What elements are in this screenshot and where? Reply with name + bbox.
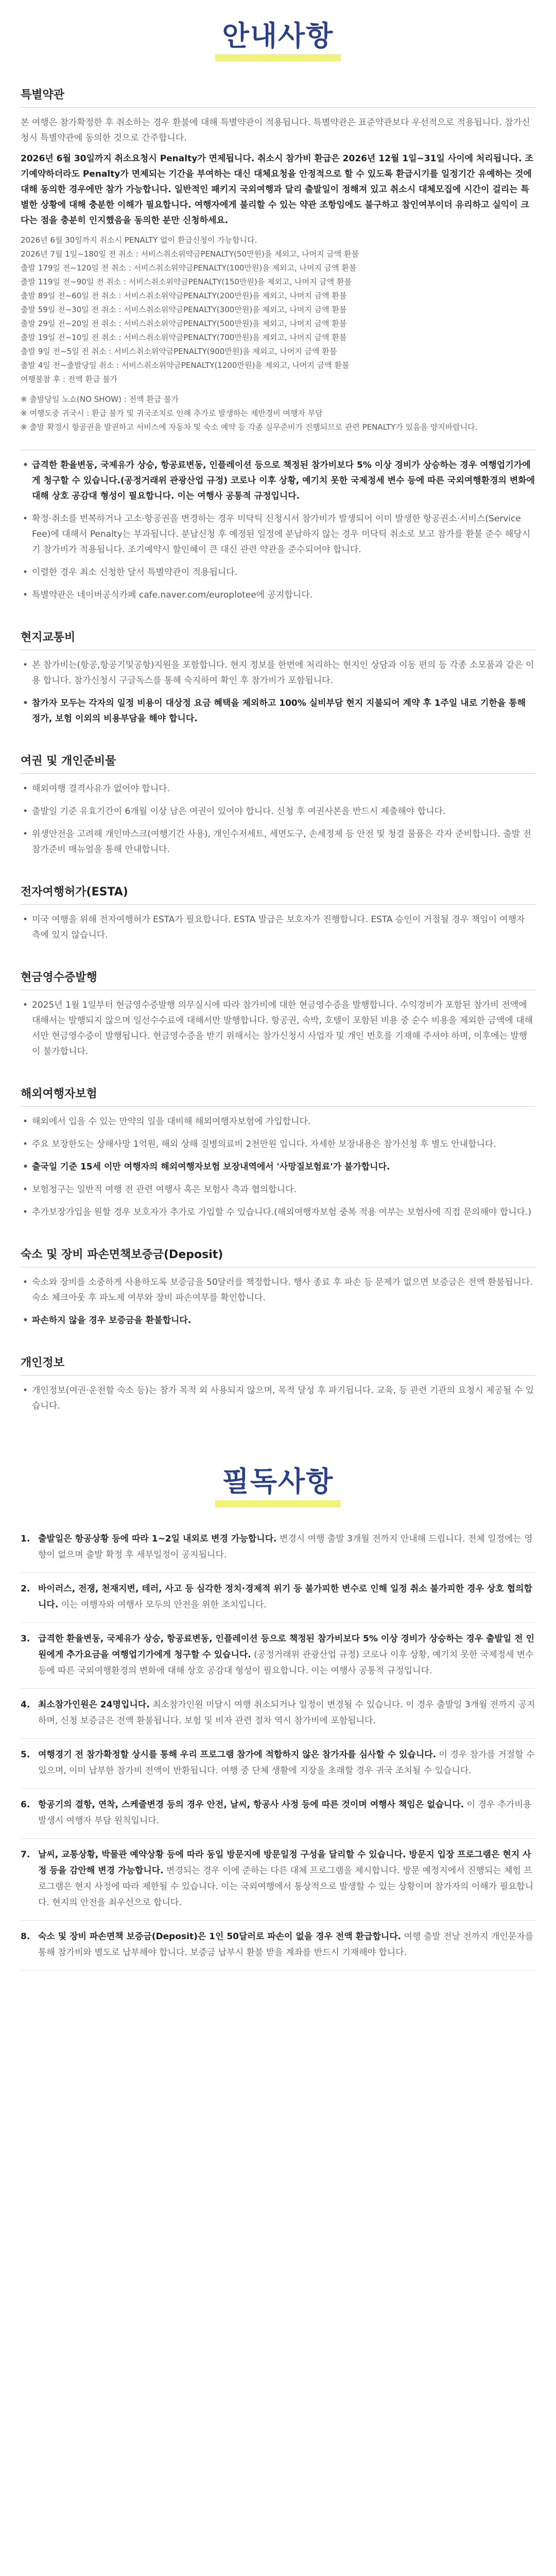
notice-number: 1. <box>21 1533 30 1544</box>
notice-heading: 필독사항 <box>215 1466 341 1507</box>
list-item: • 확정·취소를 번복하거나 고소·항공권을 변경하는 경우 미닥틱 신청시서 참가비가 발생되어 이미 발생한 항공권소·서비스(Service Fee)에 대해서 Penalty는 부과됩니다. 분납신청 후 예정된 일정에 분납하지 않는 경우 미닥틱 취소로 보고 참가를 환불 준수 해당시기 참가비가 적용됩니다. 조기예약시 할인혜이 큰 대신 관련 약관을 준수되어야 합니다. <box>21 511 535 557</box>
notice-lead: 출발일은 항공상황 등에 따라 1~2일 내외로 변경 가능합니다. <box>38 1533 277 1544</box>
notice-lead: 날씨, 교통상황, 박물관 예약상황 등에 따라 동일 방문지에 방문일정 구성을 달리할 수 있습니다. 방문지 입장 프로그램은 현지 사정 등을 감안해 변경 가능합니다. <box>38 1849 531 1876</box>
visa-title: 여권 및 개인준비물 <box>21 755 116 768</box>
notice-item <box>21 1523 535 1573</box>
list-item: • 특별약관은 네이버공식카페 cafe.naver.com/europlotee에 공지합니다. <box>21 587 535 603</box>
penalty-line: 2026년 7월 1일~180일 전 취소 : 서비스취소위약금PENALTY(50만원)을 제외고, 나머지 금액 환불 <box>21 249 359 259</box>
guide-heading: 안내사항 <box>215 21 341 61</box>
notice-number: 7. <box>21 1849 30 1860</box>
list-item: • 출국일 기준 15세 이만 여행자의 해외여행자보험 보장내역에서 '사망질보험료'가 불가합니다. <box>21 1159 535 1175</box>
privacy-body <box>21 1376 535 1430</box>
notice-item <box>21 1921 535 1971</box>
notice-text: 변경시 여행 출발 3개월 전까지 안내해 드립니다. 전체 일정에는 영향이 없으며 출발 확정 후 세부일정이 공지됩니다. <box>38 1533 533 1560</box>
list-item: • 참가자 모두는 각자의 일정 비용이 대상정 요금 혜택을 제외하고 100% 실비부담 현지 지불되어 계약 후 1주일 내로 기한을 통해 정가, 보험 이외의 비용부담을 해야 합니다. <box>21 696 535 726</box>
cash-body <box>21 990 535 1076</box>
list-item: • 2025년 1월 1일부터 현금영수증발행 의무실시에 따라 참가비에 대한 현금영수증을 발행합니다. 수익경비가 포함된 참가비 전액에 대해서는 발행되지 않으며 일선수수료에 대해서만 발행합니다. 항공권, 숙박, 호텔이 포함된 비용 중 순수 비용을 제외한 금액에 대해서만 현금영수증이 발행됩니다. 현금영수증을 받기 위해서는 참가신청시 사업자 및 개인 번호를 기재해 주셔야 하며, 이후에는 발행이 불가합니다. <box>21 997 535 1059</box>
list-item: • 급격한 환율변동, 국제유가 상승, 항공료변동, 인플레이션 등으로 책정된 참가비보다 5% 이상 경비가 상승하는 경우 여행업기가에게 청구할 수 있습니다.(공정거래위 관광산업 규정) 코로나 이후 상황, 예기치 못한 국제정세 변수 등에 따른 국외여행환경의 변화에 대해 상호 공감대 형성이 필요합니다. 이는 여행사 공통적 규정입니다. <box>21 457 535 504</box>
notice-number: 4. <box>21 1699 30 1710</box>
insurance-list <box>21 1114 535 1220</box>
notice-list <box>21 1523 535 1971</box>
list-item: • 추가보장가입을 원할 경우 보호자가 추가로 가입할 수 있습니다.(해외여행자보험 중복 적용 여부는 보험사에 직접 문의해야 합니다.) <box>21 1205 535 1220</box>
notice-lead: 최소참가인원은 24명입니다. <box>38 1699 150 1710</box>
guide-heading-wrap <box>0 0 556 77</box>
penalty-list <box>21 233 535 386</box>
notice-text: 변경되는 경우 이에 준하는 다른 대체 프로그램을 제시합니다. 방문 예정지에서 진행되는 체험 프로그램은 현지 사정에 따라 제한될 수 있습니다. 이는 국외여행에서 통상적으로 발생할 수 있는 상황이며 참가자의 이해가 필요합니다. 현지의 안전을 최우선으로 합니다. <box>38 1865 534 1908</box>
notice-number: 2. <box>21 1583 30 1594</box>
footnote: ※ 출발 확정시 항공권을 발권하고 서비스에 자동차 및 숙소 예약 등 각종 실무준비가 진행되므로 관련 PENALTY가 있음을 양지바랍니다. <box>21 422 478 432</box>
list-item: • 주요 보장한도는 상해사망 1억원, 해외 상해 질병의료비 2천만원 입니다. 자세한 보장내용은 참가신청 후 별도 안내합니다. <box>21 1137 535 1152</box>
esta-section <box>21 874 535 904</box>
notice-number: 3. <box>21 1633 30 1644</box>
notice-lead: 항공기의 결항, 연착, 스케줄변경 등의 경우 안전, 날씨, 항공사 사정 등에 따른 것이며 여행사 책임은 없습니다. <box>38 1799 464 1810</box>
list-item: • 숙소와 장비를 소중하게 사용하도록 보증금을 50달러를 책정합니다. 행사 종료 후 파손 등 문제가 없으면 보증금은 전액 환불됩니다. 숙소 체크아웃 후 파노제 여부와 장비 파손여부를 확인합니다. <box>21 1275 535 1306</box>
esta-body <box>21 905 535 959</box>
notice-item <box>21 1689 535 1739</box>
list-item: • 보험청구는 일반적 여행 전 관련 여행사 혹은 보험사 측과 협의합니다. <box>21 1182 535 1197</box>
bullets-a-block <box>21 450 535 619</box>
terms-title: 특별약관 <box>21 89 65 102</box>
notice-lead: 숙소 및 장비 파손면책 보증금(Deposit)은 1인 50달러로 파손이 없을 경우 전액 환급합니다. <box>38 1931 402 1942</box>
privacy-title: 개인정보 <box>21 1357 65 1370</box>
list-item: • 해외에서 입을 수 있는 만약의 일을 대비해 해외여행자보험에 가입합니다. <box>21 1114 535 1129</box>
penalty-line: 출발 29일 전~20일 전 취소 : 서비스취소위약금PENALTY(500만원)을 제외고, 나머지 금액 환불 <box>21 319 347 329</box>
list-item: • 미국 여행을 위해 전자여행허가 ESTA가 필요합니다. ESTA 발급은 보호자가 진행합니다. ESTA 승인이 거절될 경우 책임이 여행자 측에 있지 않습니다. <box>21 912 535 943</box>
notice-number: 6. <box>21 1799 30 1810</box>
bullets-a <box>21 457 535 603</box>
notice-text: 최소참가인원 미달시 여행 취소되거나 일정이 변경될 수 있습니다. 이 경우 출발일 3개월 전까지 공지하며, 신청 보증금은 전액 환불됩니다. 보험 및 비자 관련 절차 역시 참가비에 포함됩니다. <box>38 1699 535 1726</box>
terms-bold-paragraph: 2026년 6월 30일까지 취소요청시 Penalty가 면제됩니다. 취소시 참가비 환급은 2026년 12월 1일~31일 사이에 처리됩니다. 조기예약하더라도 Penalty가 면제되는 기간을 부여하는 대신 대체요청을 안정적으로 할 수 있도록 환급시기를 일정기간 유예하는 것에 대해 동의한 경우에만 참가 가능합니다. 일반적인 패키지 국외여행과 달리 출발일이 정해져 있고 취소시 대체모집에 시간이 걸리는 특별한 상황에 대해 충분한 이해가 필요합니다. 여행자에게 불리할 수 있는 약관 조항임에도 불구하고 참인여부이더 유리하고 실익이 크다는 점을 충분히 인지했음을 동의한 분만 신청하세요. <box>21 154 533 226</box>
esta-title: 전자여행허가(ESTA) <box>21 886 128 899</box>
list-item: • 파손하지 않을 경우 보증금을 환불합니다. <box>21 1313 535 1328</box>
transport-list <box>21 657 535 726</box>
notice-item <box>21 1789 535 1839</box>
list-item: • 본 참가비는(항공,항공기및공항)지원을 포함합니다. 현지 정보를 한번에 처리하는 현지인 상담과 이동 편의 등 각종 소모품과 같은 이용 합니다. 참가신청시 구글독스를 통해 숙지하여 확인 후 참가비가 포함됩니다. <box>21 657 535 688</box>
transport-section <box>21 619 535 650</box>
footnote: ※ 출발당일 노쇼(NO SHOW) : 전액 환급 불가 <box>21 395 179 404</box>
notice-text: (공정거래위 관광산업 규정) 코로나 이후 상황, 예기치 못한 국제정세 변수 등에 따른 국외여행환경의 변화에 대해 상호 공감대 형성이 필요합니다. 이는 여행사 공통적 규정입니다. <box>38 1649 534 1676</box>
notice-item <box>21 1623 535 1689</box>
insurance-body <box>21 1107 535 1236</box>
deposit-section <box>21 1236 535 1267</box>
transport-body <box>21 650 535 743</box>
penalty-line: 출발 59일 전~30일 전 취소 : 서비스취소위약금PENALTY(300만원)을 제외고, 나머지 금액 환불 <box>21 305 347 315</box>
insurance-section <box>21 1076 535 1106</box>
penalty-intro: 2026년 6월 30일까지 취소시 PENALTY 없이 환급신청이 가능합니다. <box>21 235 257 245</box>
notice-item <box>21 1573 535 1623</box>
penalty-line: 여행불참 후 : 전액 환급 불가 <box>21 375 118 384</box>
penalty-line: 출발 119일 전~90일 전 취소 : 서비스취소위약금PENALTY(150만원)을 제외고, 나머지 금액 환불 <box>21 277 352 287</box>
notice-lead: 바이러스, 전쟁, 천재지변, 테러, 사고 등 심각한 정치·경제적 위기 등 불가피한 변수로 인해 일정 취소 불가피한 경우 상호 협의합니다. <box>38 1583 532 1610</box>
insurance-title: 해외여행자보험 <box>21 1088 97 1101</box>
terms-body <box>21 108 535 450</box>
visa-body <box>21 774 535 874</box>
footnote: ※ 여행도중 귀국시 : 환급 불가 및 귀국조치로 인해 추가로 발생하는 제반경비 여행자 부담 <box>21 409 323 418</box>
esta-list <box>21 912 535 943</box>
penalty-line: 출발 4일 전~출발당일 취소 : 서비스취소위약금PENALTY(1200만원)을 제외고, 나머지 금액 환불 <box>21 361 350 370</box>
list-item: • 해외여행 결격사유가 없어야 합니다. <box>21 781 535 796</box>
terms-section <box>21 77 535 107</box>
notice-text: 이는 여행자와 여행사 모두의 안전을 위한 조치입니다. <box>58 1599 267 1610</box>
notice-text: 여행 출발 전날 전까지 개인문자를 통해 참가비와 별도로 납부해야 합니다. 보증금 납부시 환불 받을 계좌를 반드시 기재해야 합니다. <box>38 1931 534 1958</box>
cash-section <box>21 959 535 990</box>
penalty-line: 출발 89일 전~60일 전 취소 : 서비스취소위약금PENALTY(200만원)을 제외고, 나머지 금액 환불 <box>21 291 347 301</box>
privacy-section <box>21 1345 535 1375</box>
notice-heading-wrap <box>0 1430 556 1522</box>
notice-number: 8. <box>21 1931 30 1942</box>
penalty-line: 출발 179일 전~120일 전 취소 : 서비스취소위약금PENALTY(100만원)을 제외고, 나머지 금액 환불 <box>21 263 357 273</box>
notice-lead: 급격한 환율변동, 국제유가 상승, 항공료변동, 인플레이션 등으로 책정된 참가비보다 5% 이상 경비가 상승하는 경우 출발일 전 인원에게 추가요금을 여행업기가에게 청구할 수 있습니다. <box>38 1633 535 1660</box>
cash-list <box>21 997 535 1059</box>
list-item: • 위생안전을 고려해 개인마스크(여행기간 사용), 개인수저세트, 세면도구, 손세정제 등 안전 및 청결 물품은 각자 준비합니다. 출발 전 참가준비 매뉴얼을 통해 안내합니다. <box>21 826 535 857</box>
list-item: • 개인정보(여권·운전할 숙소 등)는 참가 목적 외 사용되지 않으며, 목적 달성 후 파기됩니다. 교육, 등 관련 기관의 요청시 제공될 수 있습니다. <box>21 1383 535 1414</box>
privacy-list <box>21 1383 535 1414</box>
transport-title: 현지교통비 <box>21 631 76 645</box>
notice-text: 이 경우 추가비용 발생시 여행자 부담 원칙입니다. <box>38 1799 532 1826</box>
notice-lead: 여행경기 전 참가확정할 상시를 통해 우리 프로그램 참가에 적합하지 않은 참가자를 심사할 수 있습니다. <box>38 1749 437 1760</box>
visa-list <box>21 781 535 857</box>
penalty-line: 출발 9일 전~5일 전 취소 : 서비스취소위약금PENALTY(900만원)을 제외고, 나머지 금액 환불 <box>21 347 337 357</box>
deposit-body <box>21 1267 535 1345</box>
penalty-line: 출발 19일 전~10일 전 취소 : 서비스취소위약금PENALTY(700만원)을 제외고, 나머지 금액 환불 <box>21 333 347 343</box>
list-item: • 이렬한 경우 최소 신청한 달서 특별약관이 적용됩니다. <box>21 565 535 580</box>
terms-paragraph: 본 여행은 참가확정한 후 취소하는 경우 환불에 대해 특별약관이 적용됩니다. 특별약관은 표준약관보다 우선적으로 적용됩니다. 참가신청시 특별약관에 동의한 것으로 간주합니다. <box>21 117 530 144</box>
notice-number: 5. <box>21 1749 30 1760</box>
penalty-footnotes <box>21 393 535 434</box>
notice-item <box>21 1839 535 1921</box>
deposit-title: 숙소 및 장비 파손면책보증금(Deposit) <box>21 1248 223 1262</box>
visa-section <box>21 743 535 773</box>
notice-item <box>21 1739 535 1789</box>
cash-title: 현금영수증발행 <box>21 971 97 985</box>
notice-text: 이 경우 참가를 거절할 수 있으며, 이미 납부한 참가비 전액이 반환됩니다. 여행 중 단체 생활에 지장을 초래할 경우 귀국 조치될 수 있습니다. <box>38 1749 535 1776</box>
deposit-list <box>21 1275 535 1328</box>
list-item: • 출발일 기준 유효기간이 6개월 이상 남은 여권이 있어야 합니다. 신청 후 여권사본을 반드시 제출해야 합니다. <box>21 804 535 819</box>
